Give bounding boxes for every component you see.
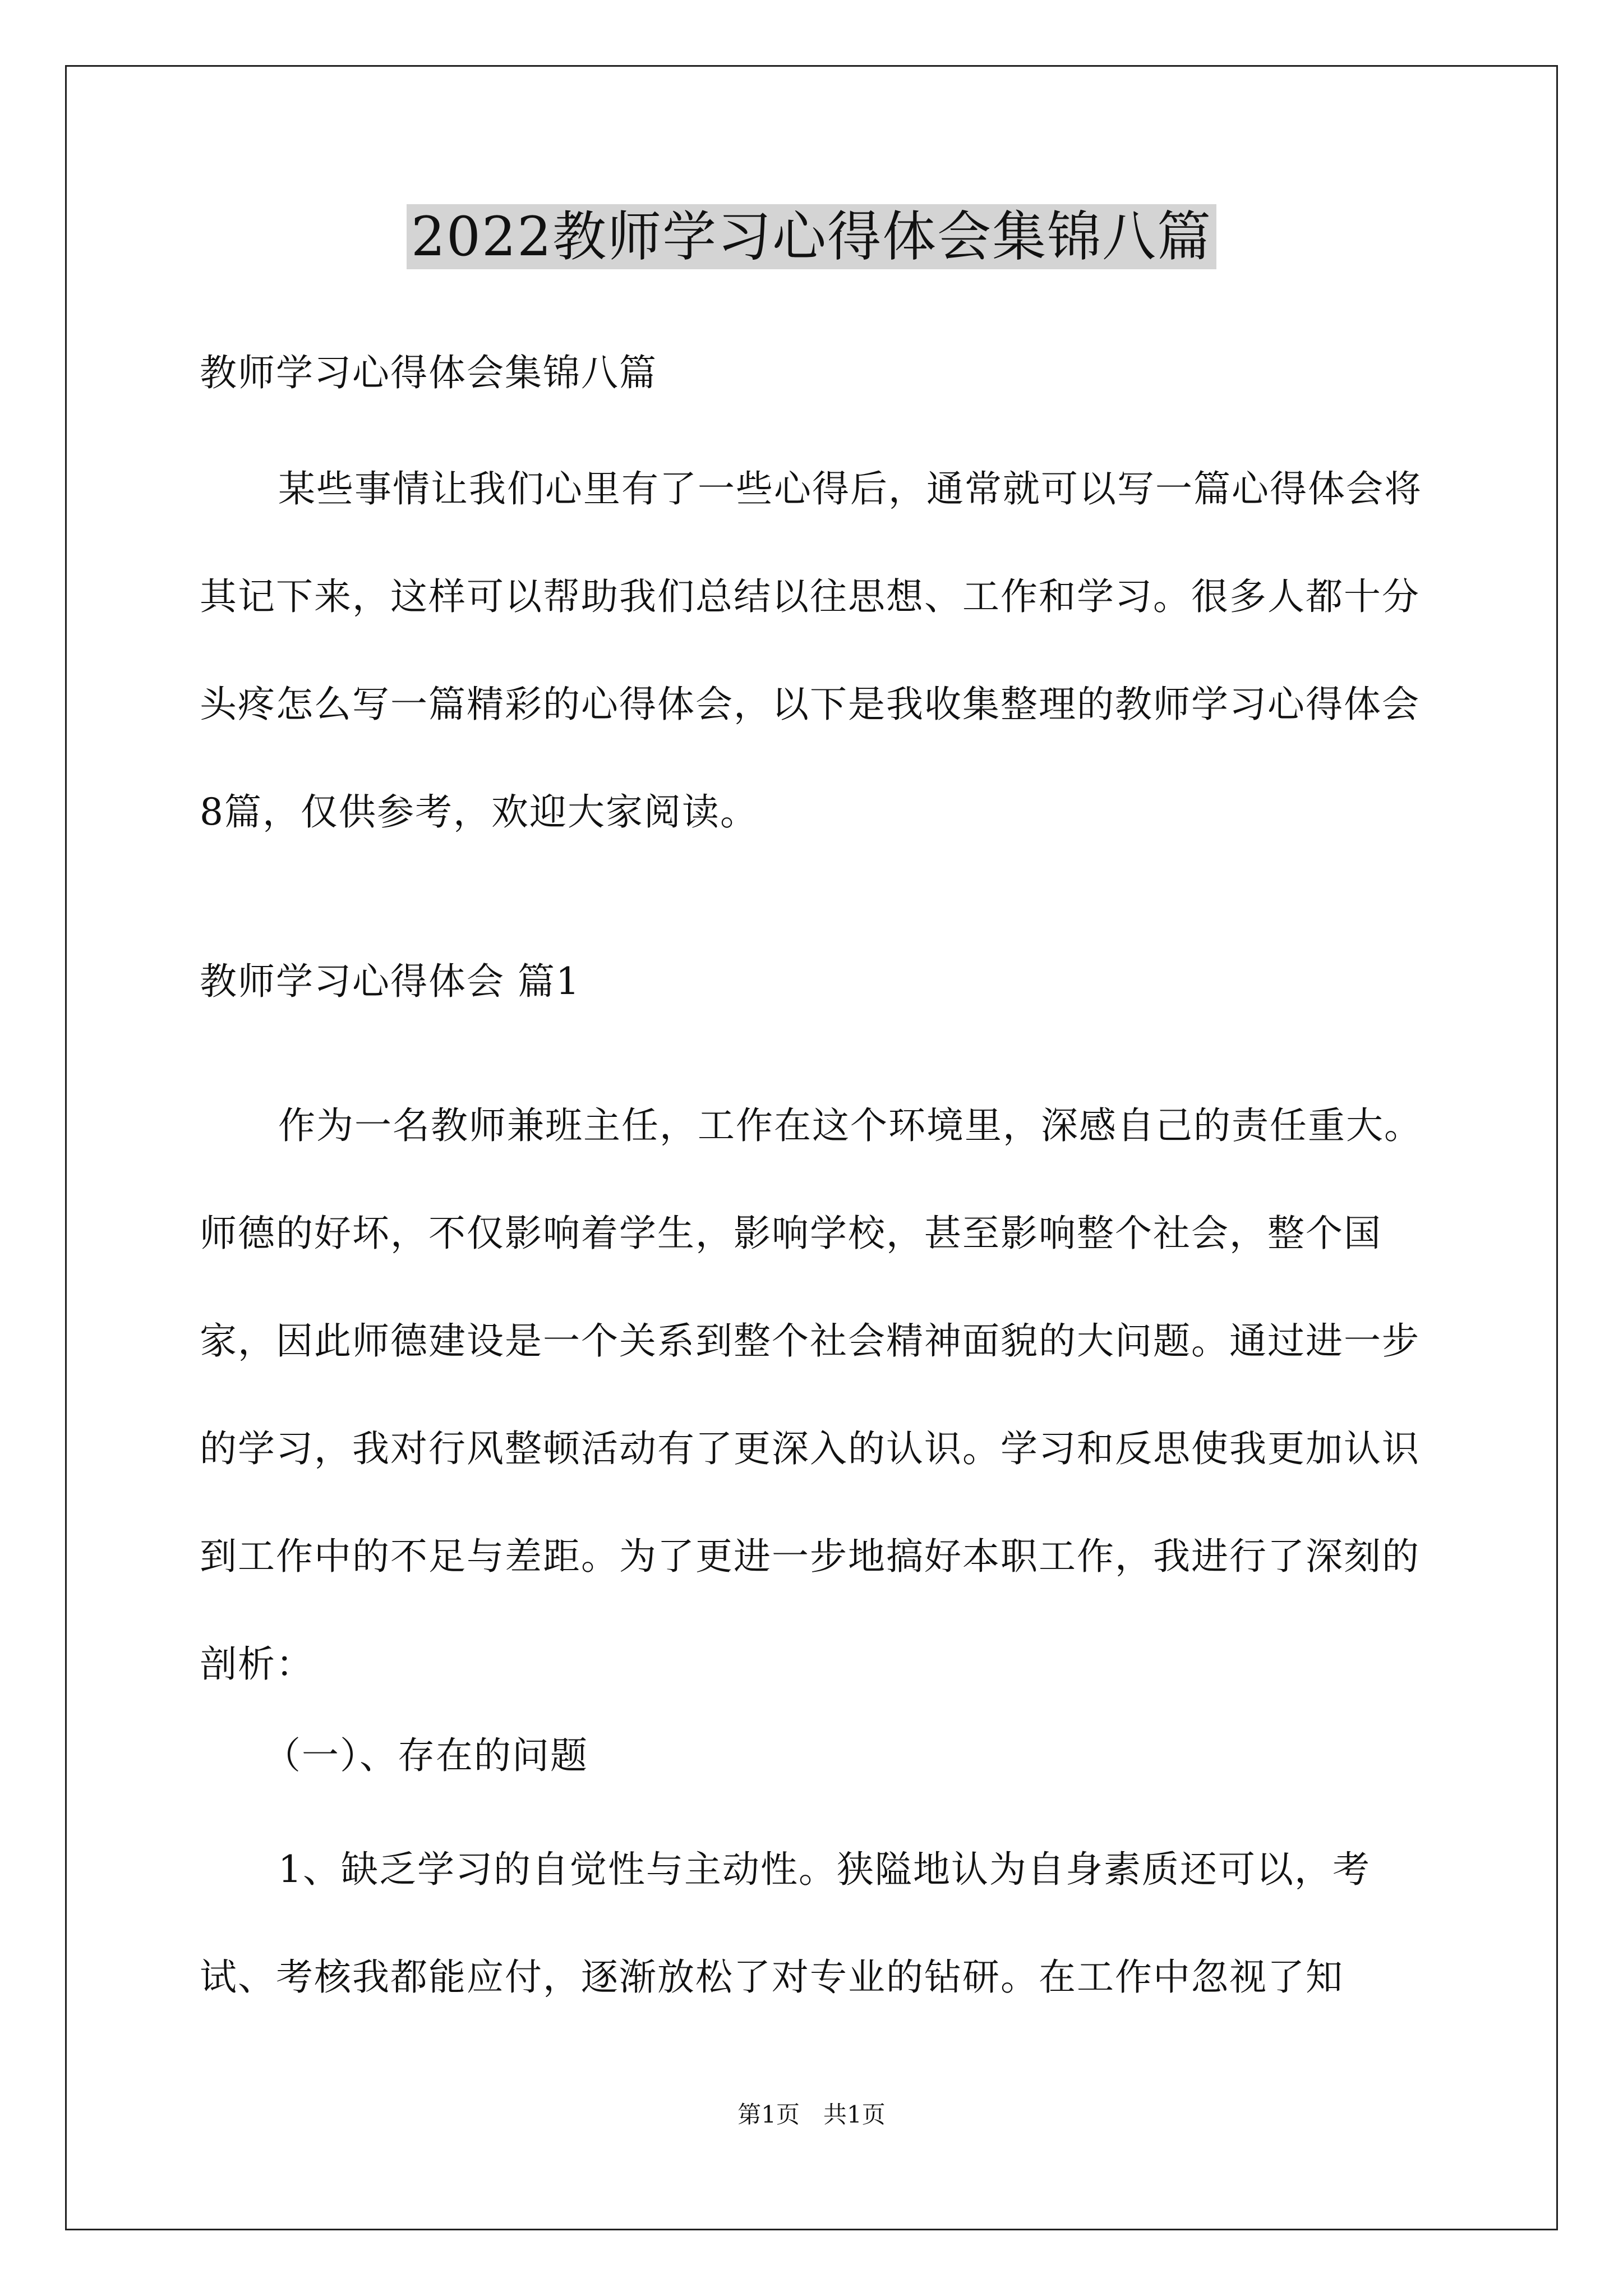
problem-item-1: 1、缺乏学习的自觉性与主动性。狭隘地认为自身素质还可以，考试、考核我都能应付，逐渐放松了对专业的钻研。在工作中忽视了知 [200,1848,1371,1999]
document-subtitle: 教师学习心得体会集锦八篇 [200,351,657,394]
document-title-text: 2022教师学习心得体会集锦八篇 [407,204,1216,269]
document-title [0,197,1623,276]
page-footer: 第1页 共1页 [737,2101,886,2128]
subheading-problems: （一）、存在的问题 [264,1734,588,1777]
section-1-heading: 教师学习心得体会 篇1 [200,960,580,1003]
intro-paragraph: 某些事情让我们心里有了一些心得后，通常就可以写一篇心得体会将其记下来，这样可以帮助我们总结以往思想、工作和学习。很多人都十分头疼怎么写一篇精彩的心得体会，以下是我收集整理的教师学习心得体会8篇，仅供参考，欢迎大家阅读。 [200,467,1422,834]
section-1-paragraph: 作为一名教师兼班主任，工作在这个环境里，深感自己的责任重大。师德的好坏，不仅影响着学生，影响学校，甚至影响整个社会，整个国家，因此师德建设是一个关系到整个社会精神面貌的大问题。通过进一步的学习，我对行风整顿活动有了更深入的认识。学习和反思使我更加认识到工作中的不足与差距。为了更进一步地搞好本职工作，我进行了深刻的剖析： [200,1104,1422,1686]
